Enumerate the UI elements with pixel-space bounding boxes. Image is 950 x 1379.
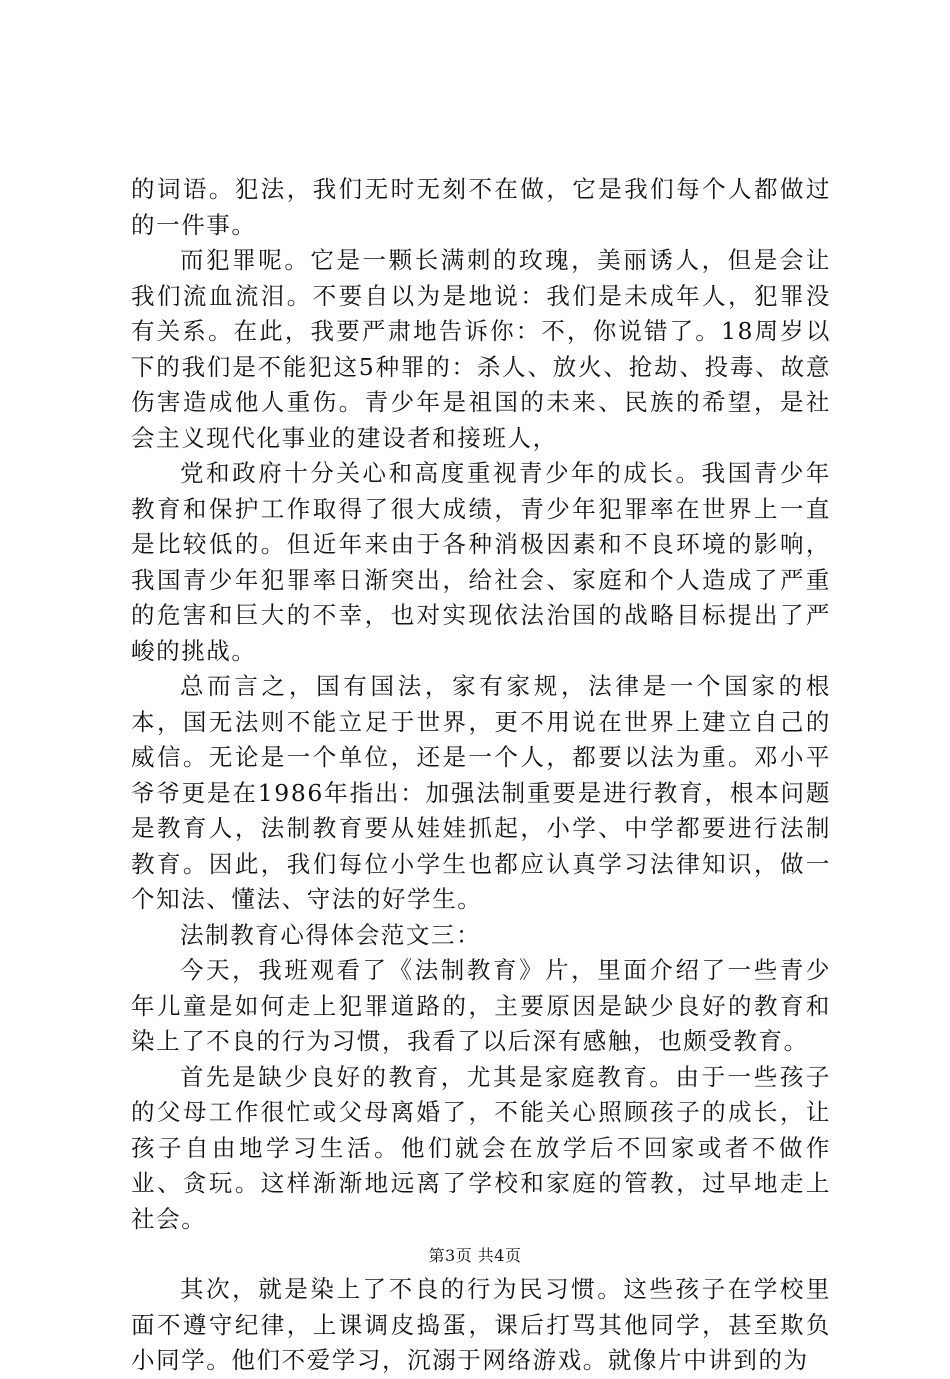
paragraph-second-reason: 其次，就是染上了不良的行为民习惯。这些孩子在学校里面不遵守纪律，上课调皮捣蛋，课后打骂其他同学，甚至欺负小同学。他们不爱学习，沉溺于网络游戏。就像片中讲到的为 (131, 1275, 831, 1374)
paragraph-first-reason: 首先是缺少良好的教育，尤其是家庭教育。由于一些孩子的父母工作很忙或父母离婚了，不能关心照顾孩子的成长，让孩子自由地学习生活。他们就会在放学后不回家或者不做作业、贪玩。这样渐渐地远离了学校和家庭的管教，过早地走上社会。 (131, 1062, 831, 1233)
document-body (131, 172, 831, 1379)
section-heading: 法制教育心得体会范文三： (180, 920, 482, 949)
paragraph-conclusion: 总而言之，国有国法，家有家规，法律是一个国家的根本，国无法则不能立足于世界，更不用说在世界上建立自己的威信。无论是一个单位，还是一个人，都要以法为重。邓小平爷爷更是在1986年指出：加强法制重要是进行教育，根本问题是教育人，法制教育要从娃娃抓起，小学、中学都要进行法制教育。因此，我们每位小学生也都应认真学习法律知识，做一个知法、懂法、守法的好学生。 (131, 672, 831, 913)
paragraph-continuation: 的词语。犯法，我们无时无刻不在做，它是我们每个人都做过的一件事。 (131, 175, 831, 239)
paragraph-party-government: 党和政府十分关心和高度重视青少年的成长。我国青少年教育和保护工作取得了很大成绩，青少年犯罪率在世界上一直是比较低的。但近年来由于各种消极因素和不良环境的影响，我国青少年犯罪率日渐突出，给社会、家庭和个人造成了严重的危害和巨大的不幸，也对实现依法治国的战略目标提出了严峻的挑战。 (131, 459, 831, 665)
paragraph-crime-rose: 而犯罪呢。它是一颗长满刺的玫瑰，美丽诱人，但是会让我们流血流泪。不要自以为是地说：我们是未成年人，犯罪没有关系。在此，我要严肃地告诉你：不，你说错了。18周岁以下的我们是不能犯这5种罪的：杀人、放火、抢劫、投毒、故意伤害造成他人重伤。青少年是祖国的未来、民族的希望，是社会主义现代化事业的建设者和接班人， (131, 246, 831, 452)
paragraph-today-film: 今天，我班观看了《法制教育》片，里面介绍了一些青少年儿童是如何走上犯罪道路的，主要原因是缺少良好的教育和染上了不良的行为习惯，我看了以后深有感触，也颇受教育。 (131, 956, 831, 1055)
page-number-footer: 第3页 共4页 (428, 1246, 522, 1265)
